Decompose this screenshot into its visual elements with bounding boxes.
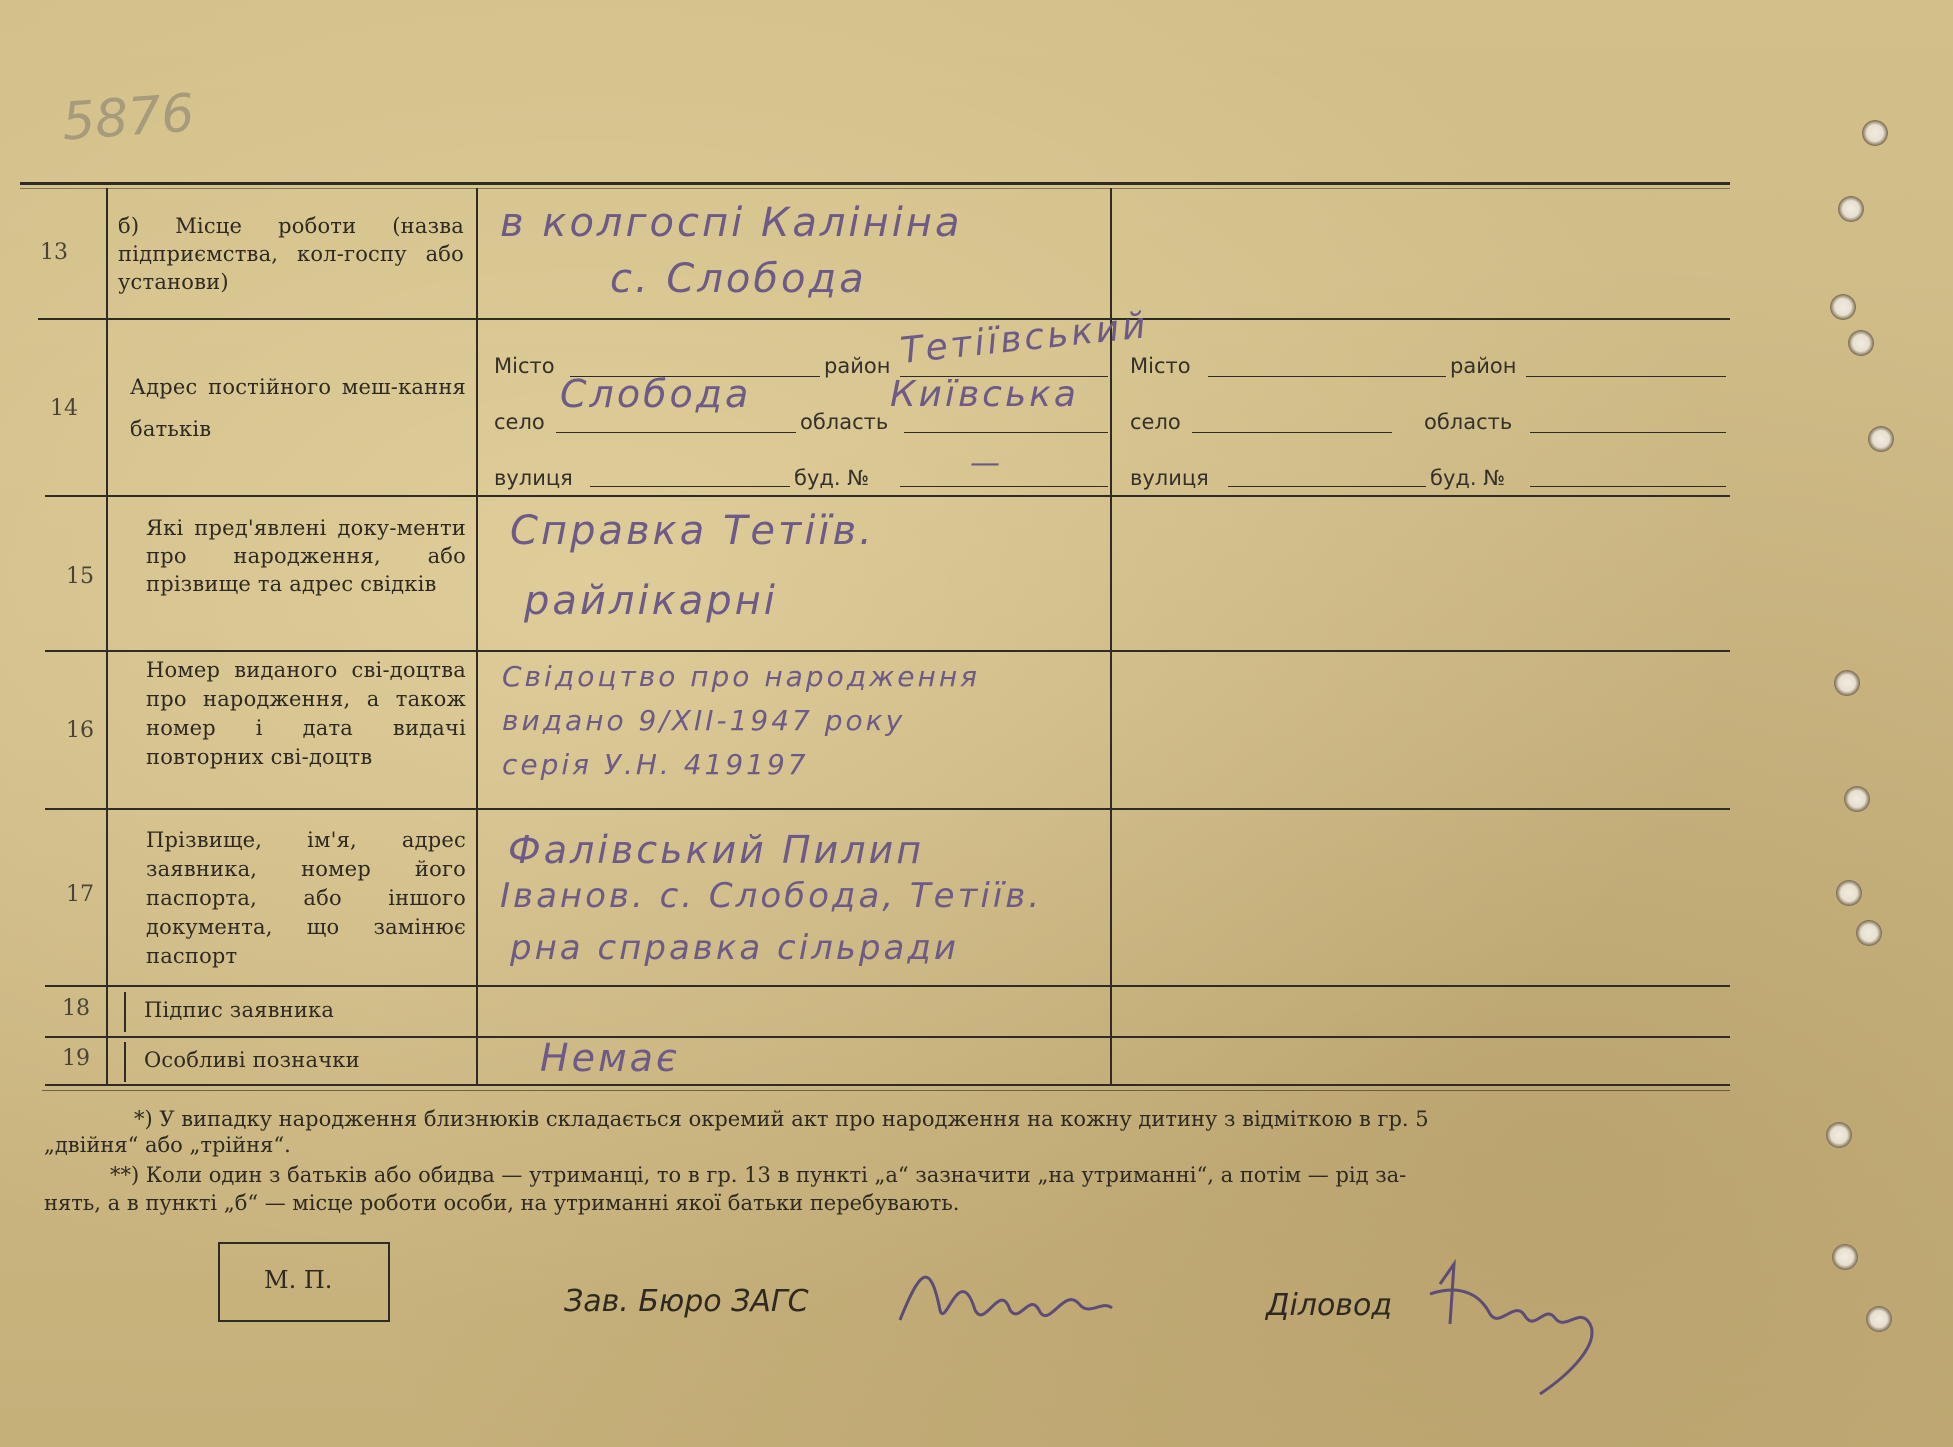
field-label-street: вулиця (494, 466, 573, 490)
handwritten-special-notes: Немає (540, 1036, 680, 1080)
row-number-16: 16 (66, 718, 94, 743)
column-divider (106, 188, 108, 1086)
row-separator (45, 808, 1730, 810)
registry-head-signature (890, 1250, 1120, 1340)
row-separator (38, 318, 1730, 320)
registry-head-label: Зав. Бюро ЗАГС (564, 1284, 809, 1319)
footnote-2-line-2: нять, а в пункті „б“ — місце роботи особи, на утриманні якої батьки перебувають. (44, 1191, 960, 1215)
handwritten-workplace-line2: с. Слобода (610, 256, 867, 302)
row-separator (45, 1036, 1730, 1038)
field-label-building-2: буд. № (1430, 466, 1506, 490)
handwritten-certificate-line2: видано 9/XII-1947 року (502, 704, 906, 737)
field-label-city: Місто (494, 354, 555, 378)
binding-hole (1836, 880, 1862, 906)
handwritten-workplace-line1: в колгоспі Калініна (500, 200, 963, 246)
handwritten-district: Тетіївський (898, 305, 1151, 372)
binding-hole (1830, 294, 1856, 320)
row-separator (45, 495, 1730, 497)
column-divider (476, 188, 478, 1086)
row-separator (45, 1084, 1730, 1086)
binding-hole (1838, 196, 1864, 222)
footnote-1-line-1: *) У випадку народження близнюків складається окремий акт про народження на кожну дитину з відміткою в гр. 5 (134, 1107, 1429, 1131)
row-label-14: Адрес постійного меш-кання батьків (130, 375, 466, 441)
row-number-19: 19 (62, 1046, 90, 1071)
binding-hole (1866, 1306, 1892, 1332)
stamp-box-label: М. П. (264, 1266, 333, 1294)
field-label-district: район (824, 354, 891, 378)
row-label-18: Підпис заявника (144, 998, 335, 1022)
row-label-16: Номер виданого сві-доцтва про народження, а також номер і дата видачі повторних сві-доцтв (146, 658, 466, 769)
row-label-15: Які пред'явлені доку-менти про народження, або прізвище та адрес свідків (146, 516, 466, 596)
clerk-signature (1420, 1254, 1620, 1404)
row-number-13: 13 (40, 240, 68, 265)
binding-hole (1856, 920, 1882, 946)
binding-hole (1848, 330, 1874, 356)
corner-archive-number: 5876 (60, 83, 197, 153)
footnote-1-line-2: „двійня“ або „трійня“. (44, 1133, 291, 1157)
binding-hole (1834, 670, 1860, 696)
binding-hole (1862, 120, 1888, 146)
row-separator (45, 985, 1730, 987)
handwritten-region: Київська (890, 374, 1079, 415)
handwritten-applicant-line1: Фалівський Пилип (508, 828, 925, 872)
row-label-13: б) Місце роботи (назва підприємства, кол-госпу або установи) (118, 214, 464, 294)
footnote-2-line-1: **) Коли один з батьків або обидва — утриманці, то в гр. 13 в пункті „а“ зазначити „на утриманні“, а потім — рід за- (110, 1163, 1407, 1187)
binding-hole (1844, 786, 1870, 812)
handwritten-documents-line1: Справка Тетіїв. (510, 508, 875, 554)
field-label-street-2: вулиця (1130, 466, 1209, 490)
handwritten-applicant-line3: рна справка сільради (510, 928, 959, 968)
row-label-19: Особливі позначки (144, 1048, 360, 1072)
field-label-village: село (494, 410, 545, 434)
field-label-city-2: Місто (1130, 354, 1191, 378)
handwritten-building: — (970, 446, 1003, 481)
row-number-18: 18 (62, 996, 90, 1021)
binding-hole (1868, 426, 1894, 452)
field-label-village-2: село (1130, 410, 1181, 434)
row-number-17: 17 (66, 882, 94, 907)
row-separator (45, 650, 1730, 652)
row-number-14: 14 (50, 396, 78, 421)
table-top-rule (20, 182, 1730, 185)
field-label-building: буд. № (794, 466, 870, 490)
handwritten-certificate-line3: серія У.Н. 419197 (502, 748, 809, 781)
binding-hole (1826, 1122, 1852, 1148)
field-label-region: область (800, 410, 889, 434)
handwritten-applicant-line2: Іванов. с. Слобода, Тетіїв. (500, 876, 1043, 916)
row-label-17: Прізвище, ім'я, адрес заявника, номер його паспорта, або іншого документа, що замінює паспорт (146, 828, 466, 968)
binding-hole (1832, 1244, 1858, 1270)
field-label-district-2: район (1450, 354, 1517, 378)
handwritten-documents-line2: райлікарні (524, 578, 778, 624)
field-label-region-2: область (1424, 410, 1513, 434)
footnote-top-rule (42, 1090, 1730, 1091)
handwritten-village: Слобода (560, 372, 752, 416)
clerk-label: Діловод (1266, 1288, 1393, 1323)
row-number-15: 15 (66, 564, 94, 589)
handwritten-certificate-line1: Свідоцтво про народження (502, 660, 980, 693)
stamp-box (218, 1242, 390, 1322)
